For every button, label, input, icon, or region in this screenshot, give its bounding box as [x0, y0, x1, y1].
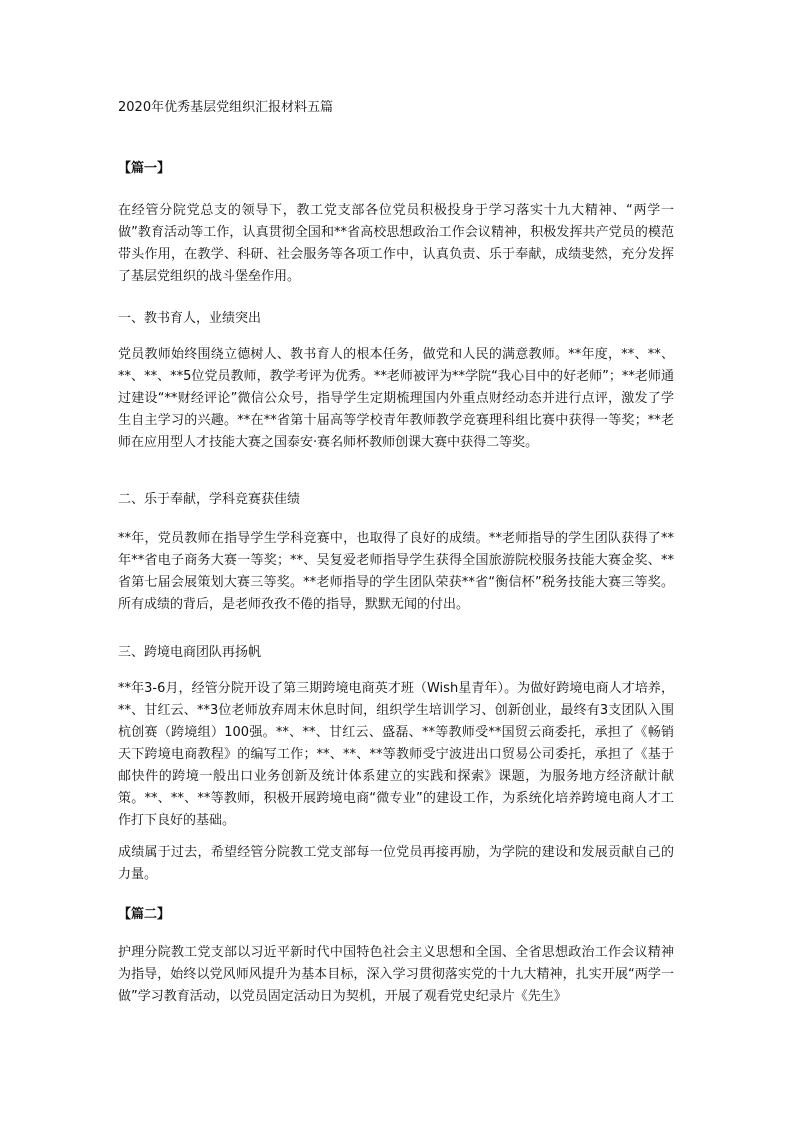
item-body: 党员教师始终围绕立德树人、教书育人的根本任务，做党和人民的满意教师。**年度，**、**、**、**、**5位党员教师，教学考评为优秀。**老师被评为**学院“我心目中的好老师”；**老师通过建设“**财经评论”微信公众号，指导学生定期梳理国内外重点财经动态并进行点评，激发了学生自主学习的兴趣。**在**省第十届高等学校青年教师教学竞赛理科组比赛中获得一等奖；**老师在应用型人才技能大赛之国泰安·赛名师杯教师创课大赛中获得二等奖。 [118, 347, 674, 450]
item-heading: 一、教书育人，业绩突出 [118, 311, 262, 326]
item-body: **年，党员教师在指导学生学科竞赛中，也取得了良好的成绩。**老师指导的学生团队获得了**年**省电子商务大赛一等奖；**、吴复爱老师指导学生获得全国旅游院校服务技能大赛金奖、**省第七届会展策划大赛三等奖。**老师指导的学生团队荣获**省“衡信杯”税务技能大赛三等奖。所有成绩的背后，是老师孜孜不倦的指导，默默无闻的付出。 [118, 531, 674, 612]
item-heading: 二、乐于奉献，学科竞赛获佳绩 [118, 492, 301, 507]
section-intro: 护理分院教工党支部以习近平新时代中国特色社会主义思想和全国、全省思想政治工作会议精神为指导，始终以党风师风提升为基本目标，深入学习贯彻落实党的十九大精神，扎实开展“两学一做”学习教育活动，以党员固定活动日为契机，开展了观看党史纪录片《先生》 [118, 945, 674, 1004]
item-heading: 三、跨境电商团队再扬帆 [118, 645, 262, 660]
section-intro: 在经管分院党总支的领导下，教工党支部各位党员积极投身于学习落实十九大精神、“两学一做”教育活动等工作，认真贯彻全国和**省高校思想政治工作会议精神，积极发挥共产党员的模范带头作用，在教学、科研、社会服务等各项工作中，认真负责、乐于奉献，成绩斐然，充分发挥了基层党组织的战斗堡垒作用。 [118, 203, 674, 284]
section-label: 【篇一】 [118, 161, 171, 176]
document-title: 2020年优秀基层党组织汇报材料五篇 [118, 100, 334, 115]
item-body: **年3-6月，经管分院开设了第三期跨境电商英才班（Wish星青年）。为做好跨境电商人才培养，**、甘红云、**3位老师放弃周末休息时间，组织学生培训学习、创新创业，最终有3支团队入围杭创赛（跨境组）100强。**、**、甘红云、盛磊、**等教师受**国贸云商委托，承担了《畅销天下跨境电商教程》的编写工作；**、**、**等教师受宁波进出口贸易公司委托，承担了《基于邮快件的跨境一般出口业务创新及统计体系建立的实践和探索》课题，为服务地方经济献计献策。**、**、**等教师，积极开展跨境电商“微专业”的建设工作，为系统化培养跨境电商人才工作打下良好的基础。 [118, 681, 674, 828]
section-label: 【篇二】 [118, 907, 171, 922]
section-closing: 成绩属于过去，希望经管分院教工党支部每一位党员再接再励，为学院的建设和发展贡献自己的力量。 [118, 845, 674, 882]
